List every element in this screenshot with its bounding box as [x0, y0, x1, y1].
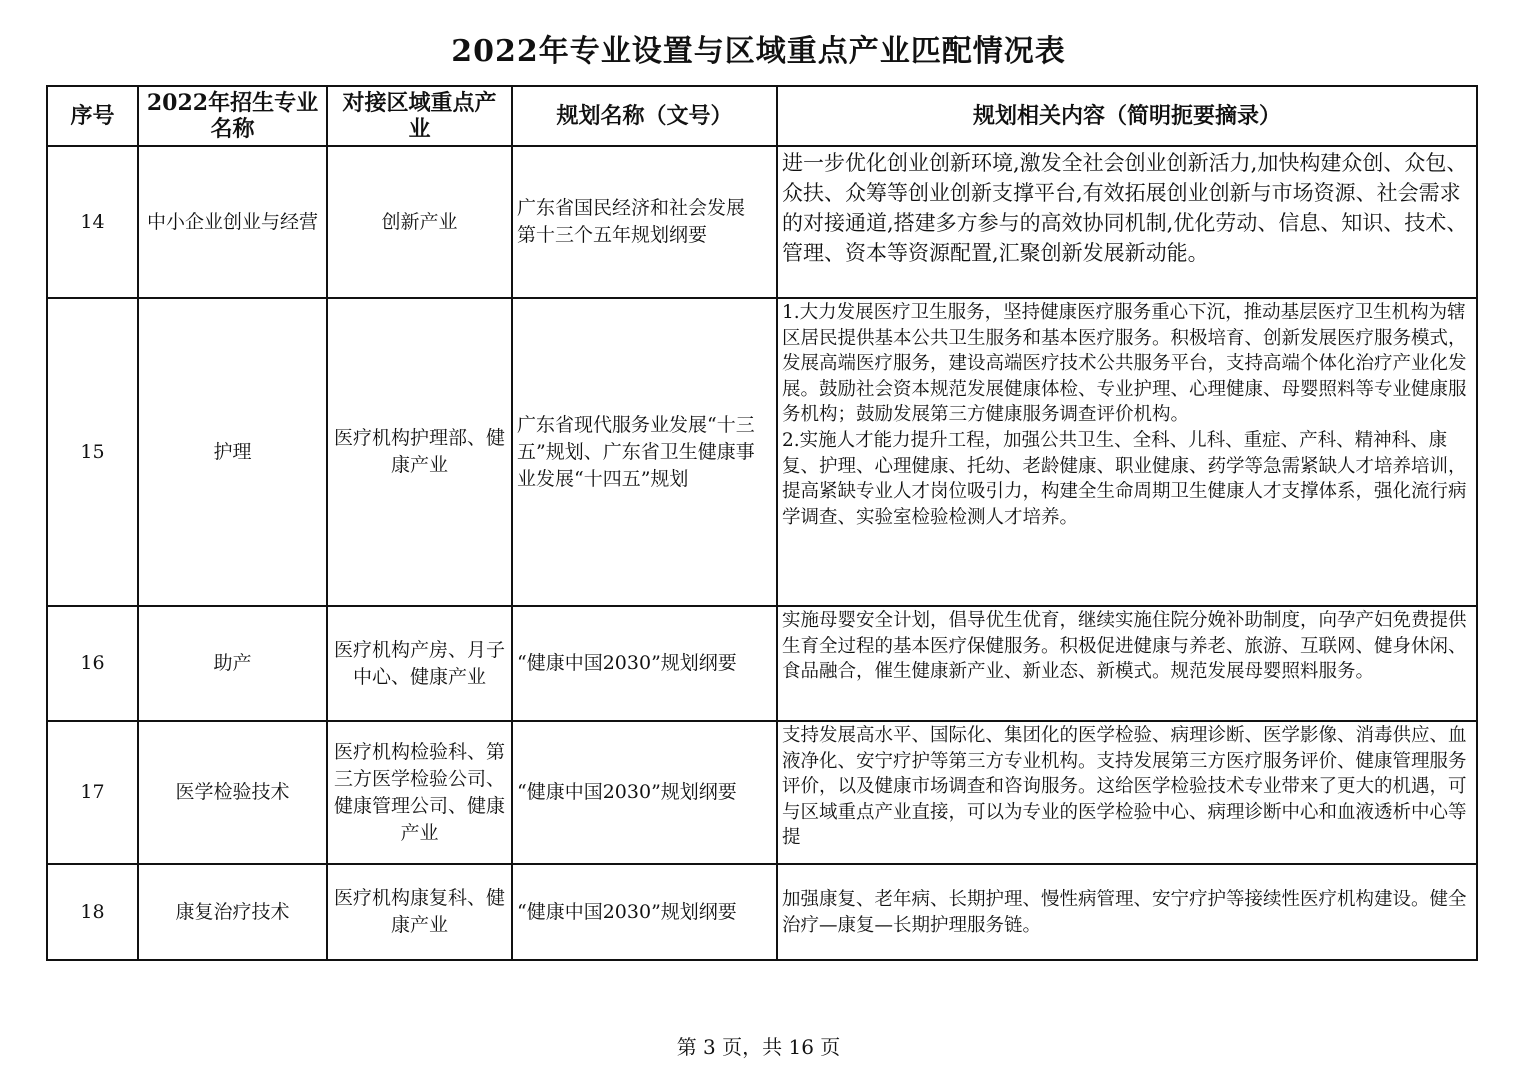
cell-seq: 17 — [47, 721, 138, 864]
cell-industry: 创新产业 — [327, 146, 512, 298]
header-seq: 序号 — [47, 86, 138, 146]
cell-content — [777, 146, 1477, 298]
content-paragraph: 加强康复、老年病、长期护理、慢性病管理、安宁疗护等接续性医疗机构建设。健全治疗—康复—长期护理服务链。 — [782, 888, 1467, 936]
matching-table — [46, 85, 1478, 961]
content-paragraph: 支持发展高水平、国际化、集团化的医学检验、病理诊断、医学影像、消毒供应、血液净化、安宁疗护等第三方专业机构。支持发展第三方医疗服务评价、健康管理服务评价，以及健康市场调查和咨询服务。这给医学检验技术专业带来了更大的机遇，可与区域重点产业直接，可以为专业的医学检验中心、病理诊断中心和血液透析中心等提 — [782, 725, 1467, 849]
header-major: 2022年招生专业名称 — [138, 86, 327, 146]
cell-seq: 18 — [47, 864, 138, 960]
header-plan: 规划名称（文号） — [512, 86, 777, 146]
header-content: 规划相关内容（简明扼要摘录） — [777, 86, 1477, 146]
cell-industry: 医疗机构护理部、健康产业 — [327, 298, 512, 606]
cell-plan: “健康中国2030”规划纲要 — [512, 864, 777, 960]
cell-major: 康复治疗技术 — [138, 864, 327, 960]
content-paragraph: 进一步优化创业创新环境,激发全社会创业创新活力,加快构建众创、众包、众扶、众筹等创业创新支撑平台,有效拓展创业创新与市场资源、社会需求的对接通道,搭建多方参与的高效协同机制,优化劳动、信息、知识、技术、管理、资本等资源配置,汇聚创新发展新动能。 — [782, 151, 1468, 265]
table-row — [47, 864, 1477, 960]
table-row — [47, 721, 1477, 864]
page-title: 2022年专业设置与区域重点产业匹配情况表 — [451, 34, 1066, 69]
cell-major: 医学检验技术 — [138, 721, 327, 864]
cell-major: 中小企业创业与经营 — [138, 146, 327, 298]
cell-seq: 15 — [47, 298, 138, 606]
cell-industry: 医疗机构产房、月子中心、健康产业 — [327, 606, 512, 721]
table-row — [47, 606, 1477, 721]
table-row — [47, 146, 1477, 298]
cell-plan: “健康中国2030”规划纲要 — [512, 606, 777, 721]
cell-plan: 广东省国民经济和社会发展 第十三个五年规划纲要 — [512, 146, 777, 298]
content-paragraph: 1.大力发展医疗卫生服务，坚持健康医疗服务重心下沉，推动基层医疗卫生机构为辖区居民提供基本公共卫生服务和基本医疗服务。积极培育、创新发展医疗服务模式，发展高端医疗服务，建设高端医疗技术公共服务平台，支持高端个体化治疗产业化发展。鼓励社会资本规范发展健康体检、专业护理、心理健康、母婴照料等专业健康服务机构；鼓励发展第三方健康服务调查评价机构。 — [782, 302, 1467, 426]
cell-plan: “健康中国2030”规划纲要 — [512, 721, 777, 864]
content-paragraph: 2.实施人才能力提升工程，加强公共卫生、全科、儿科、重症、产科、精神科、康复、护理、心理健康、托幼、老龄健康、职业健康、药学等急需紧缺人才培养培训，提高紧缺专业人才岗位吸引力，构建全生命周期卫生健康人才支撑体系，强化流行病学调查、实验室检验检测人才培养。 — [782, 429, 1467, 528]
table-header-row — [47, 86, 1477, 146]
cell-major: 护理 — [138, 298, 327, 606]
cell-industry: 医疗机构康复科、健康产业 — [327, 864, 512, 960]
cell-content — [777, 721, 1477, 864]
content-paragraph: 实施母婴安全计划，倡导优生优育，继续实施住院分娩补助制度，向孕产妇免费提供生育全过程的基本医疗保健服务。积极促进健康与养老、旅游、互联网、健身休闲、食品融合，催生健康新产业、新业态、新模式。规范发展母婴照料服务。 — [782, 610, 1467, 683]
cell-seq: 14 — [47, 146, 138, 298]
page-footer: 第 3 页，共 16 页 — [676, 1035, 841, 1059]
cell-content — [777, 298, 1477, 606]
cell-content — [777, 606, 1477, 721]
cell-plan: 广东省现代服务业发展“十三五”规划、广东省卫生健康事业发展“十四五”规划 — [512, 298, 777, 606]
cell-seq: 16 — [47, 606, 138, 721]
table-row — [47, 298, 1477, 606]
cell-industry: 医疗机构检验科、第三方医学检验公司、健康管理公司、健康产业 — [327, 721, 512, 864]
cell-content — [777, 864, 1477, 960]
cell-major: 助产 — [138, 606, 327, 721]
header-industry: 对接区域重点产业 — [327, 86, 512, 146]
